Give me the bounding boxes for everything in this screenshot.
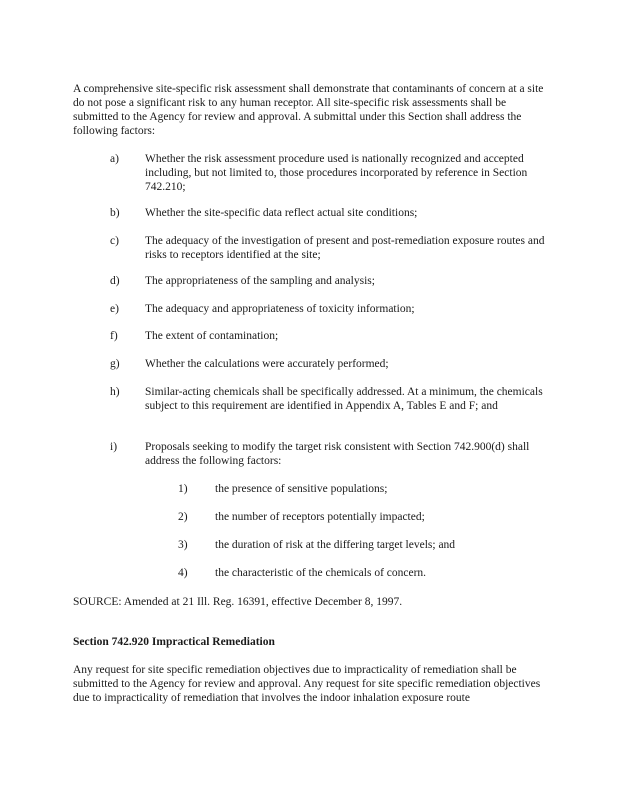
factor-label: e) [110,303,119,315]
subfactor-text: the characteristic of the chemicals of concern. [215,567,427,579]
factor-text: The appropriateness of the sampling and analysis; [145,275,375,287]
section-heading: Section 742.920 Impractical Remediation [73,636,275,648]
factor-label: g) [110,358,120,370]
factor-label: a) [110,153,119,165]
factor-label: c) [110,235,119,247]
subfactor-text: the presence of sensitive populations; [215,483,388,495]
factor-label: f) [110,330,118,342]
subfactor-text: the duration of risk at the differing target levels; and [215,539,456,551]
factor-text: Similar-acting chemicals shall be specifically addressed. At a minimum, the chemicals subject to this requirement are identified in Appendix A, Tables E and F; and [145,386,543,412]
factor-text: Whether the calculations were accurately performed; [145,358,389,370]
factor-text: The adequacy of the investigation of present and post-remediation exposure routes and risks to receptors identified at the site; [145,235,545,261]
factor-label: d) [110,275,120,287]
subfactor-label: 2) [178,511,188,523]
factor-text: Proposals seeking to modify the target risk consistent with Section 742.900(d) shall address the following factors: [145,441,530,467]
section-paragraph: Any request for site specific remediation objectives due to impracticality of remediation shall be submitted to the Agency for review and approval. Any request for site specific remediation objectives due to impracticality of remediation that involves the indoor inhalation exposure route [73,664,541,704]
factor-text: The adequacy and appropriateness of toxicity information; [145,303,415,315]
factor-text: Whether the risk assessment procedure used is nationally recognized and accepted including, but not limited to, those procedures incorporated by reference in Section 742.210; [145,153,528,193]
factor-text: Whether the site-specific data reflect actual site conditions; [145,207,418,219]
subfactor-text: the number of receptors potentially impacted; [215,511,425,523]
subfactor-label: 3) [178,539,188,551]
intro-paragraph: A comprehensive site-specific risk assessment shall demonstrate that contaminants of concern at a site do not pose a significant risk to any human receptor. All site-specific risk assessments shall be submitted to the Agency for review and approval. A submittal under this Section shall address the following factors: [73,83,544,137]
subfactor-label: 4) [178,567,188,579]
factor-text: The extent of contamination; [145,330,279,342]
subfactor-label: 1) [178,483,188,495]
factor-label: i) [110,441,118,453]
factor-label: b) [110,207,120,219]
factor-label: h) [110,386,120,398]
source-note: SOURCE: Amended at 21 Ill. Reg. 16391, effective December 8, 1997. [73,596,403,608]
